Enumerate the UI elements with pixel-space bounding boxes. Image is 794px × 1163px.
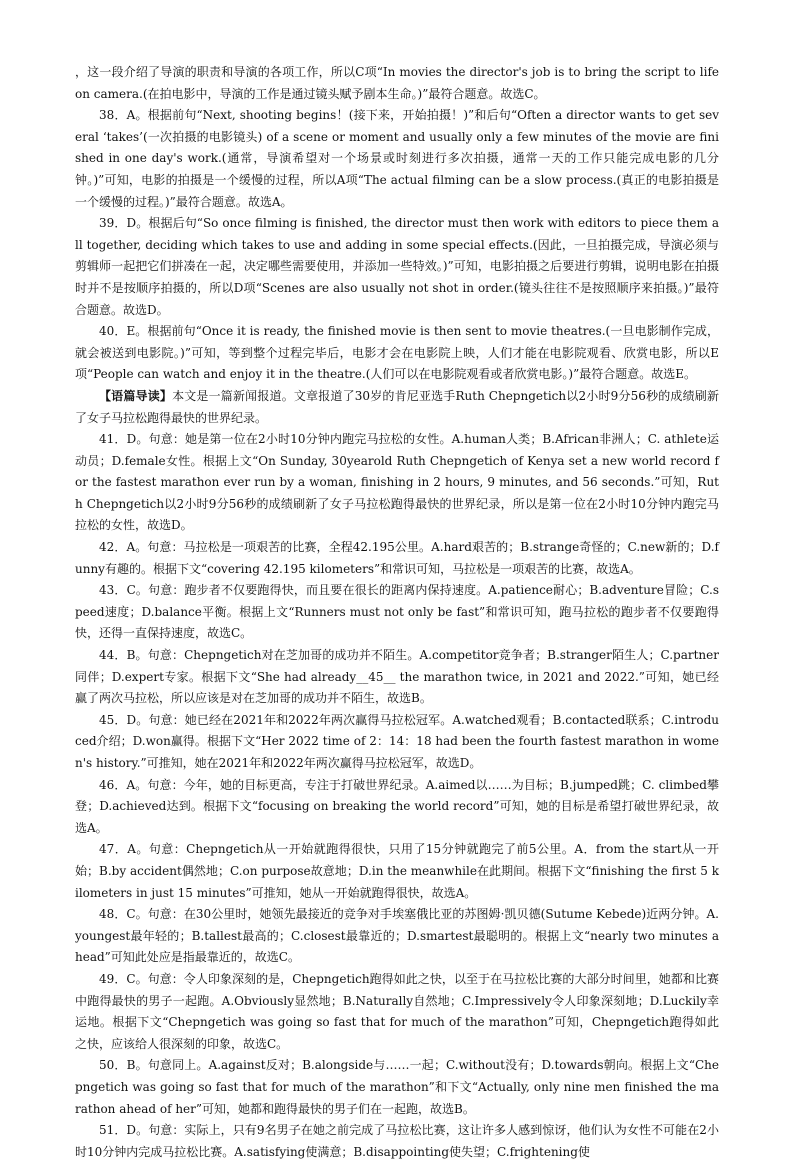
passage-guide-tag: 【语篇导读】 (99, 388, 173, 403)
passage-guide-text: 本文是一篇新闻报道。文章报道了30岁的肯尼亚选手Ruth Chepngetich以2小时9分56秒的成绩刷新了女子马拉松跑得最快的世界纪录。 (75, 388, 719, 425)
answer-43-explanation: 43．C。句意：跑步者不仅要跑得快，而且要在很长的距离内保持速度。A.patience耐心；B.adventure冒险；C.speed速度；D.balance平衡。根据上文“Runners must not only be fast”和常识可知，跑马拉松的跑步者不仅要跑得快，还得一直保持速度，故选C。 (75, 583, 719, 641)
answer-44-explanation: 44．B。句意：Chepngetich对在芝加哥的成功并不陌生。A.competitor竞争者；B.stranger陌生人；C.partner同伴；D.expert专家。根据下文“She had already__45__ the marathon twice, in 2021 and 2022.”可知，她已经赢了两次马拉松，所以应该是对在芝加哥的成功并不陌生，故选B。 (75, 648, 719, 706)
passage-guide (75, 386, 719, 429)
answer-50-explanation: 50．B。句意同上。A.against反对；B.alongside与……一起；C.without没有；D.towards朝向。根据上文“Chepngetich was going so fast that for much of the marathon”和下文“Actually, only nine men finished the marathon ahead of her”可知，她都和跑得最快的男子们在一起跑，故选B。 (75, 1058, 719, 1116)
answer-41-explanation: 41．D。句意：她是第一位在2小时10分钟内跑完马拉松的女性。A.human人类；B.African非洲人；C. athlete运动员；D.female女性。根据上文“On Sunday, 30yearold Ruth Chepngetich of Kenya set a new world record for the fastest marathon ever run by a woman, finishing in 2 hours, 9 minutes, and 56 seconds.”可知，Ruth Chepngetich以2小时9分56秒的成绩刷新了女子马拉松跑得最快的世界纪录，所以是第一位在2小时10分钟内跑完马拉松的女性，故选D。 (75, 432, 719, 533)
answer-40-explanation: 40．E。根据前句“Once it is ready, the finished movie is then sent to movie theatres.(一旦电影制作完成，就会被送到电影院。)”可知，等到整个过程完毕后，电影才会在电影院上映，人们才能在电影院观看、欣赏电影，所以E项“People can watch and enjoy it in the theatre.(人们可以在电影院观看或者欣赏电影。)”最符合题意。故选E。 (75, 324, 719, 382)
answer-48-explanation: 48．C。句意：在30公里时，她领先最接近的竞争对手埃塞俄比亚的苏图姆·凯贝德(Sutume Kebede)近两分钟。A.youngest最年轻的；B.tallest最高的；C.closest最靠近的；D.smartest最聪明的。根据上文“nearly two minutes ahead”可知此处应是指最靠近的，故选C。 (75, 907, 719, 965)
answer-49-explanation: 49．C。句意：令人印象深刻的是，Chepngetich跑得如此之快，以至于在马拉松比赛的大部分时间里，她都和比赛中跑得最快的男子一起跑。A.Obviously显然地；B.Naturally自然地；C.Impressively令人印象深刻地；D.Luckily幸运地。根据下文“Chepngetich was going so fast that for much of the marathon”可知，Chepngetich跑得如此之快，应该给人很深刻的印象，故选C。 (75, 971, 719, 1051)
answer-51-explanation: 51．D。句意：实际上，只有9名男子在她之前完成了马拉松比赛，这让许多人感到惊讶，他们认为女性不可能在2小时10分钟内完成马拉松比赛。A.satisfying使满意；B.disappointing使失望；C.frightening使 (75, 1123, 719, 1159)
paragraph-continuation: ，这一段介绍了导演的职责和导演的各项工作，所以C项“In movies the director's job is to bring the script to life on camera.(在拍电影中，导演的工作是通过镜头赋予剧本生命。)”最符合题意。故选C。 (75, 65, 719, 101)
answer-47-explanation: 47．A。句意：Chepngetich从一开始就跑得很快，只用了15分钟就跑完了前5公里。A．from the start从一开始；B.by accident偶然地；C.on purpose故意地；D.in the meanwhile在此期间。根据下文“finishing the first 5 kilometers in just 15 minutes”可推知，她从一开始就跑得很快，故选A。 (75, 842, 719, 900)
answer-38-explanation: 38．A。根据前句“Next, shooting begins！(接下来，开始拍摄！)”和后句“Often a director wants to get several ‘takes’(一次拍摄的电影镜头) of a scene or moment and usually only a few minutes of the movie are finished in one day's work.(通常，导演希望对一个场景或时刻进行多次拍摄，通常一天的工作只能完成电影的几分钟。)”可知，电影的拍摄是一个缓慢的过程，所以A项“The actual filming can be a slow process.(真正的电影拍摄是一个缓慢的过程。)”最符合题意。故选A。 (75, 108, 719, 209)
answer-46-explanation: 46．A。句意：今年，她的目标更高，专注于打破世界纪录。A.aimed以……为目标；B.jumped跳；C. climbed攀登；D.achieved达到。根据下文“focusing on breaking the world record”可知，她的目标是希望打破世界纪录，故选A。 (75, 777, 719, 835)
answer-39-explanation: 39．D。根据后句“So once filming is finished, the director must then work with editors to piece them all together, deciding which takes to use and adding in some special effects.(因此，一旦拍摄完成，导演必须与剪辑师一起把它们拼凑在一起，决定哪些需要使用，并添加一些特效。)”可知，电影拍摄之后要进行剪辑，说明电影在拍摄时并不是按顺序拍摄的，所以D项“Scenes are also usually not shot in order.(镜头往往不是按照顺序来拍摄。)”最符合题意。故选D。 (75, 216, 719, 317)
answer-45-explanation: 45．D。句意：她已经在2021年和2022年两次赢得马拉松冠军。A.watched观看；B.contacted联系；C.introduced介绍；D.won赢得。根据下文“Her 2022 time of 2：14：18 had been the fourth fastest marathon in women's history.”可推知，她在2021年和2022年两次赢得马拉松冠军，故选D。 (75, 712, 719, 770)
answer-42-explanation: 42．A。句意：马拉松是一项艰苦的比赛，全程42.195公里。A.hard艰苦的；B.strange奇怪的；C.new新的；D.funny有趣的。根据下文“covering 42.195 kilometers”和常识可知，马拉松是一项艰苦的比赛，故选A。 (75, 540, 719, 576)
